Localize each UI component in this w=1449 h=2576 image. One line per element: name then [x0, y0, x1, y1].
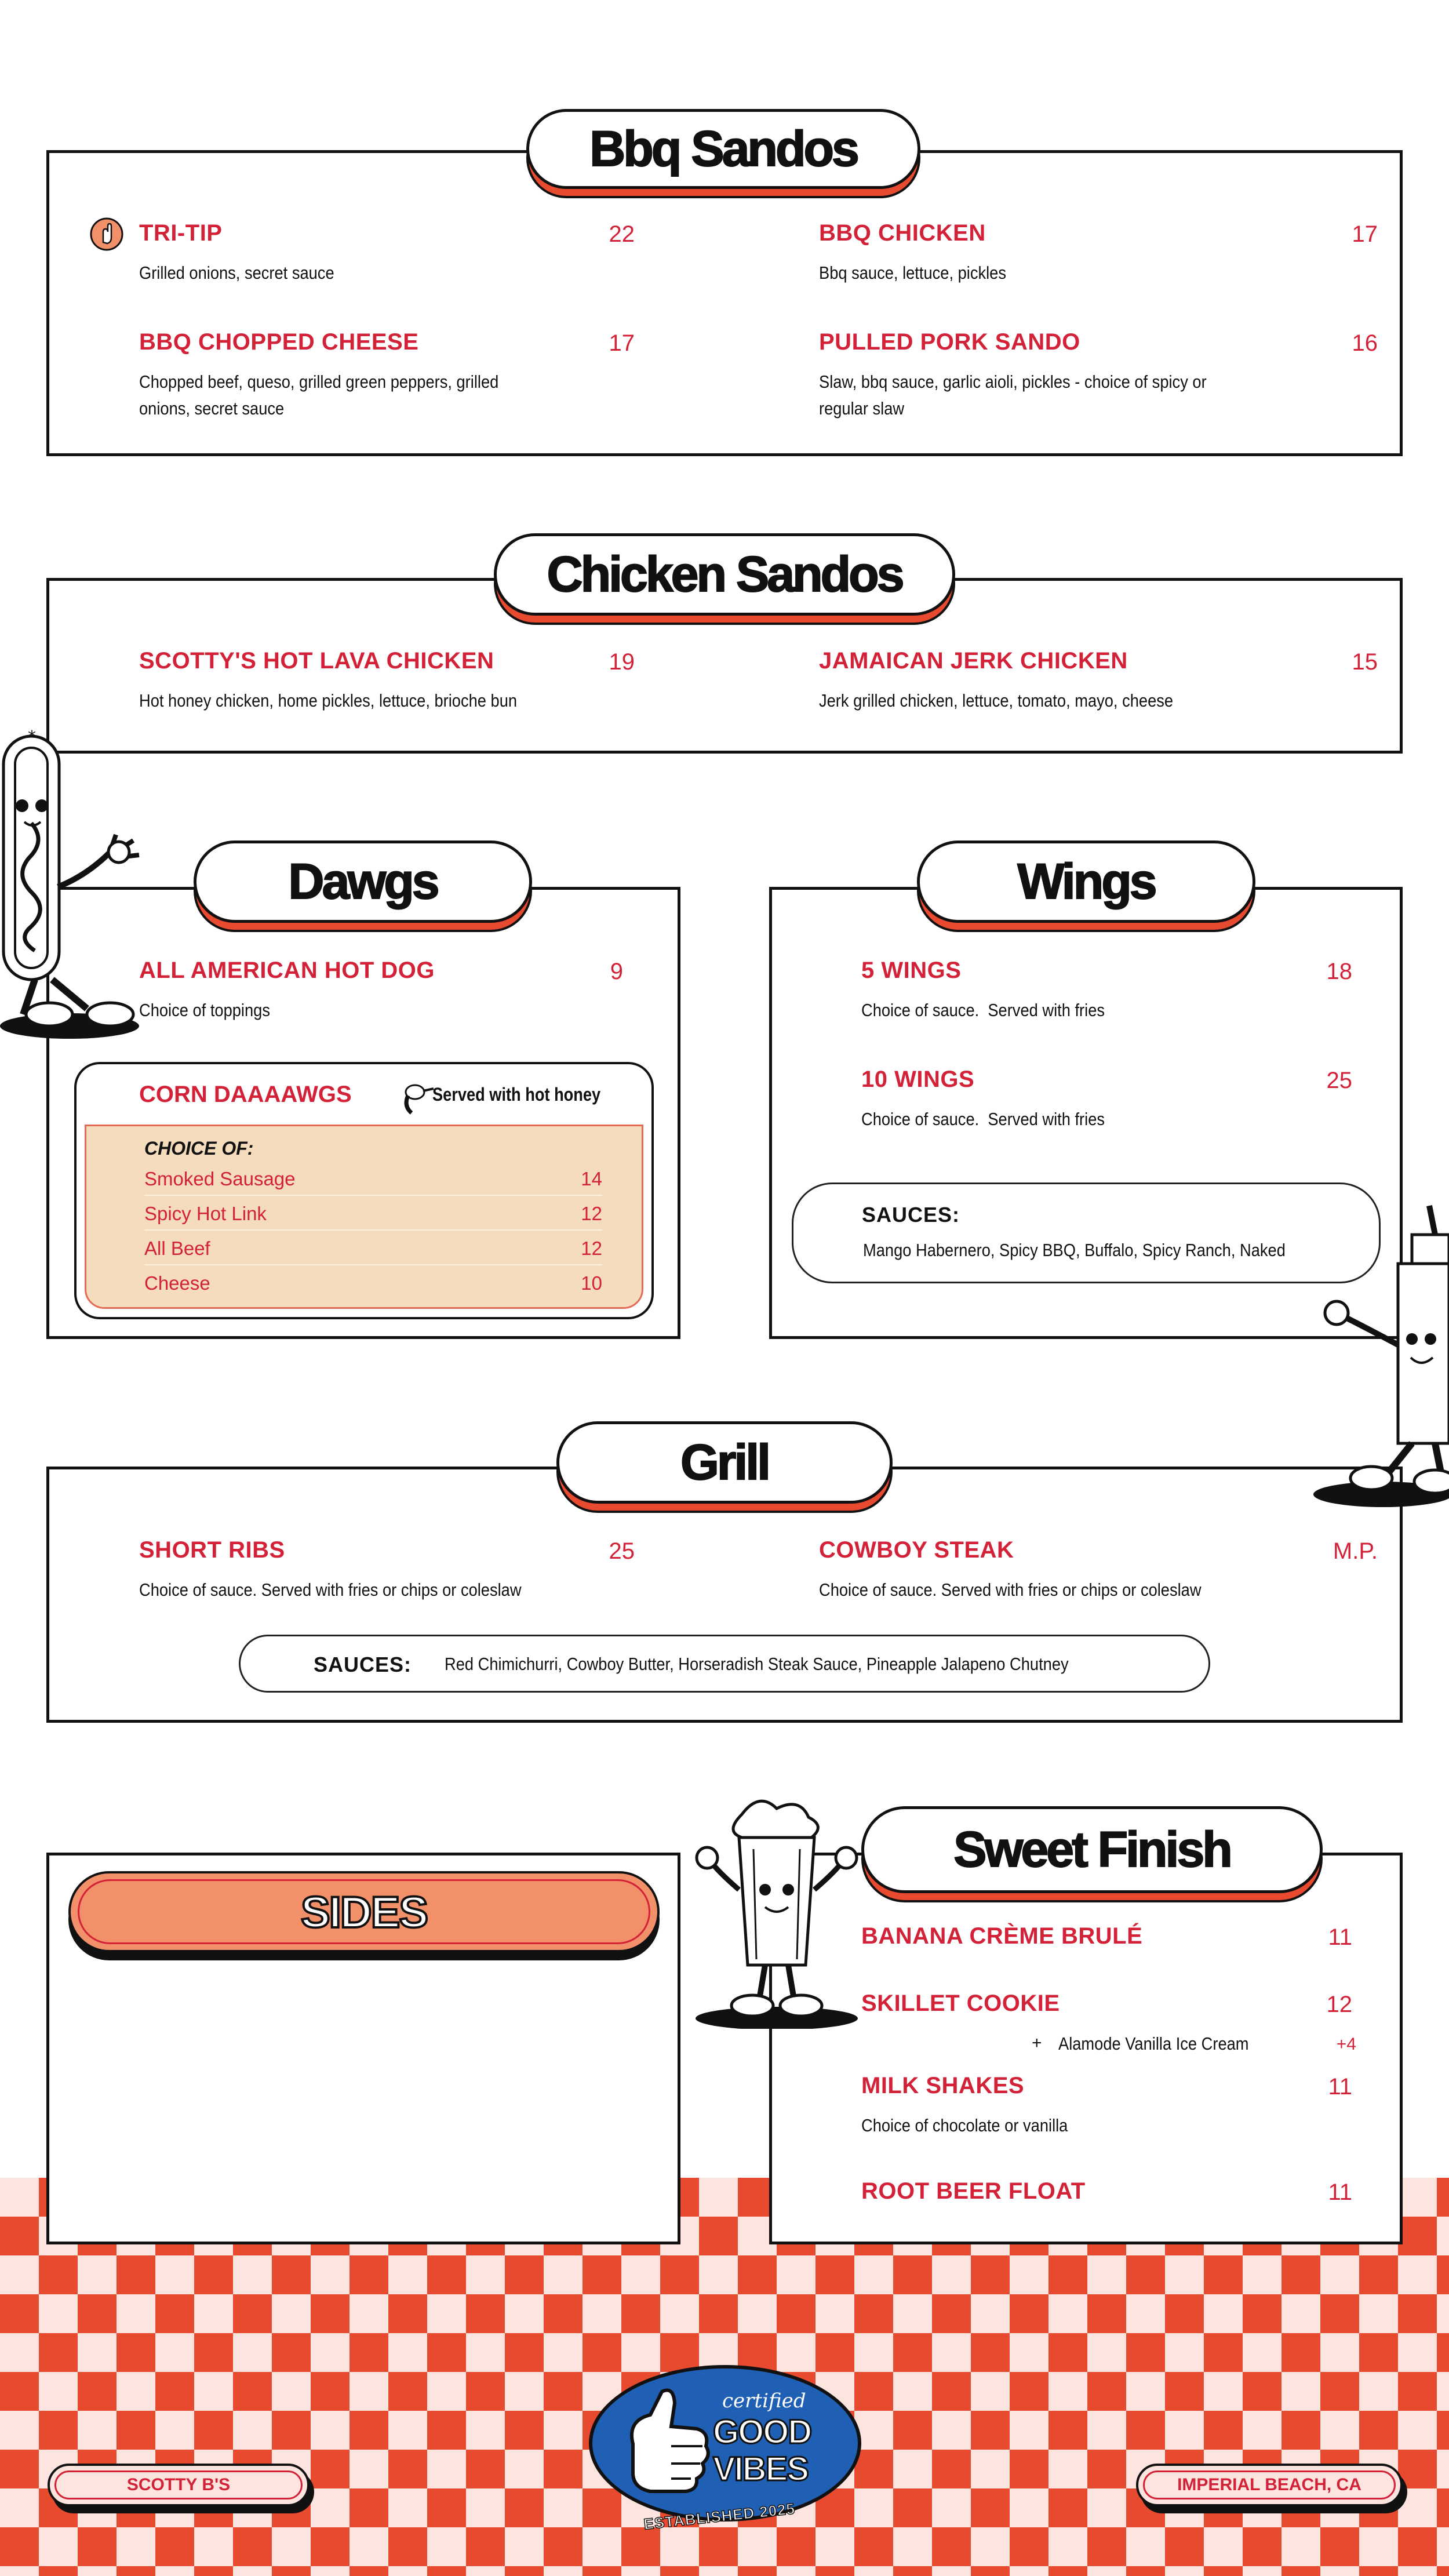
item-desc: Hot honey chicken, home pickles, lettuce, brioche bun: [139, 690, 518, 711]
menu-item-jamaican-jerk-chicken: [819, 648, 1378, 718]
item-desc: Chopped beef, queso, grilled green peppers, grilled onions, secret sauce: [139, 372, 499, 419]
item-name: MILK SHAKES: [861, 2073, 1025, 2098]
corn-dawgs-box: [74, 1062, 654, 1319]
menu-item-bbq-chopped-cheese: [139, 329, 643, 428]
wings-header: [917, 841, 1255, 923]
item-desc: Choice of sauce. Served with fries: [861, 1109, 1105, 1129]
item-price: 11: [1328, 2180, 1352, 2205]
honey-dipper-icon: [400, 1080, 435, 1115]
item-desc: Jerk grilled chicken, lettuce, tomato, mayo, cheese: [819, 690, 1174, 711]
footer-location-pill: [1136, 2464, 1403, 2506]
item-desc: Choice of sauce. Served with fries or chips or coleslaw: [819, 1580, 1202, 1600]
corn-dawgs-name: CORN DAAAAWGS: [139, 1082, 352, 1107]
bbq-sandos-title: Bbq Sandos: [589, 121, 857, 177]
item-desc: Grilled onions, secret sauce: [139, 263, 334, 283]
item-name: JAMAICAN JERK CHICKEN: [819, 648, 1128, 674]
list-item: Spicy Hot Link 12: [144, 1196, 602, 1231]
hot-dog-mascot: [0, 725, 151, 1040]
menu-item-skillet-cookie: [861, 1991, 1354, 2025]
brand-name: SCOTTY B'S: [126, 2475, 231, 2494]
grill-header: [556, 1421, 893, 1504]
menu-item-milk-shakes: [861, 2073, 1354, 2142]
sides-title: SIDES: [300, 1888, 428, 1937]
list-item: All Beef 12: [144, 1231, 602, 1265]
item-price: 25: [1326, 1068, 1352, 1093]
item-price: 17: [1352, 221, 1378, 247]
sauce-bottle-mascot: [1296, 1200, 1449, 1513]
sweet-finish-header: [861, 1806, 1323, 1893]
corn-dawgs-note: Served with hot honey: [432, 1084, 601, 1105]
wings-sauces-box: [792, 1183, 1381, 1283]
item-price: 12: [1326, 1992, 1352, 2017]
item-price: 25: [609, 1538, 635, 1564]
addon-price: +4: [1336, 2035, 1356, 2054]
badge-vibes: VIBES: [713, 2450, 809, 2488]
item-price: 9: [610, 959, 623, 984]
choice-of-label: CHOICE OF:: [144, 1138, 254, 1159]
sauces-list: Red Chimichurri, Cowboy Butter, Horseradish Steak Sauce, Pineapple Jalapeno Chutney: [445, 1654, 1069, 1674]
hand-pointer-icon: [89, 217, 124, 252]
grill-sauces-box: [239, 1635, 1210, 1693]
menu-item-bbq-chicken: [819, 220, 1378, 290]
item-price: 18: [1326, 959, 1352, 984]
item-name: SCOTTY'S HOT LAVA CHICKEN: [139, 648, 494, 674]
addon-name: Alamode Vanilla Ice Cream: [1058, 2033, 1249, 2054]
addon-plus: +: [1032, 2033, 1042, 2053]
dawgs-header: [194, 841, 532, 923]
item-desc: Choice of toppings: [139, 1000, 270, 1020]
item-price: M.P.: [1333, 1538, 1378, 1564]
badge-established: ESTABLISHED 2025: [643, 2499, 796, 2533]
item-name: 5 WINGS: [861, 958, 962, 983]
menu-item-short-ribs: [139, 1537, 643, 1607]
item-price: 15: [1352, 649, 1378, 675]
item-price: 16: [1352, 330, 1378, 356]
item-desc: Slaw, bbq sauce, garlic aioli, pickles - choice of spicy or regular slaw: [819, 372, 1207, 419]
item-name: 10 WINGS: [861, 1067, 975, 1092]
item-name: TRI-TIP: [139, 220, 223, 246]
item-name: COWBOY STEAK: [819, 1537, 1014, 1563]
item-price: 11: [1328, 2074, 1352, 2100]
item-name: ALL AMERICAN HOT DOG: [139, 958, 435, 983]
item-name: ROOT BEER FLOAT: [861, 2178, 1086, 2204]
item-price: 19: [609, 649, 635, 675]
item-price: 11: [1328, 1924, 1352, 1950]
sauces-list: Mango Habernero, Spicy BBQ, Buffalo, Spicy Ranch, Naked: [863, 1240, 1286, 1260]
grill-title: Grill: [680, 1434, 769, 1490]
thumbs-up-hand-icon: [610, 2386, 720, 2502]
sides-header: [68, 1871, 660, 1960]
menu-item-banana-creme-brule: [861, 1923, 1354, 1958]
good-vibes-badge: [589, 2365, 861, 2533]
item-price: 22: [609, 221, 635, 247]
item-desc: Choice of sauce. Served with fries or chips or coleslaw: [139, 1580, 522, 1600]
footer-brand-pill: [48, 2464, 310, 2506]
menu-item-tri-tip: [139, 220, 643, 290]
bbq-sandos-header: [526, 109, 920, 189]
list-item: Cheese 10: [144, 1272, 602, 1294]
item-name: SKILLET COOKIE: [861, 1991, 1060, 2016]
menu-item-hot-lava-chicken: [139, 648, 643, 718]
sauces-label: SAUCES:: [862, 1203, 960, 1227]
item-desc: Choice of sauce. Served with fries: [861, 1000, 1105, 1020]
sweet-finish-title: Sweet Finish: [953, 1821, 1230, 1878]
item-name: PULLED PORK SANDO: [819, 329, 1080, 355]
menu-item-5-wings: [861, 958, 1354, 1027]
item-desc: Bbq sauce, lettuce, pickles: [819, 263, 1007, 283]
badge-certified: certified: [722, 2389, 806, 2413]
item-name: BBQ CHICKEN: [819, 220, 986, 246]
item-name: SHORT RIBS: [139, 1537, 285, 1563]
item-name: BBQ CHOPPED CHEESE: [139, 329, 419, 355]
badge-good: GOOD: [713, 2413, 811, 2451]
location-text: IMPERIAL BEACH, CA: [1177, 2475, 1361, 2494]
menu-item-root-beer-float: [861, 2178, 1354, 2213]
corn-dawgs-options: [85, 1125, 643, 1309]
item-price: 17: [609, 330, 635, 356]
alamode-addon: [1032, 2033, 1356, 2059]
chicken-sandos-title: Chicken Sandos: [547, 546, 902, 602]
svg-text:*: *: [28, 727, 36, 746]
menu-item-10-wings: [861, 1067, 1354, 1136]
list-item: Smoked Sausage 14: [144, 1161, 602, 1196]
sauces-label: SAUCES:: [314, 1653, 412, 1676]
menu-item-all-american-hot-dog: [139, 958, 643, 1027]
wings-title: Wings: [1017, 853, 1155, 909]
menu-item-pulled-pork-sando: [819, 329, 1378, 428]
item-desc: Choice of chocolate or vanilla: [861, 2115, 1068, 2135]
chicken-sandos-header: [494, 533, 955, 616]
milkshake-mascot: [684, 1791, 869, 2029]
item-name: BANANA CRÈME BRULÉ: [861, 1923, 1143, 1949]
dawgs-title: Dawgs: [288, 853, 438, 909]
menu-item-cowboy-steak: [819, 1537, 1378, 1607]
